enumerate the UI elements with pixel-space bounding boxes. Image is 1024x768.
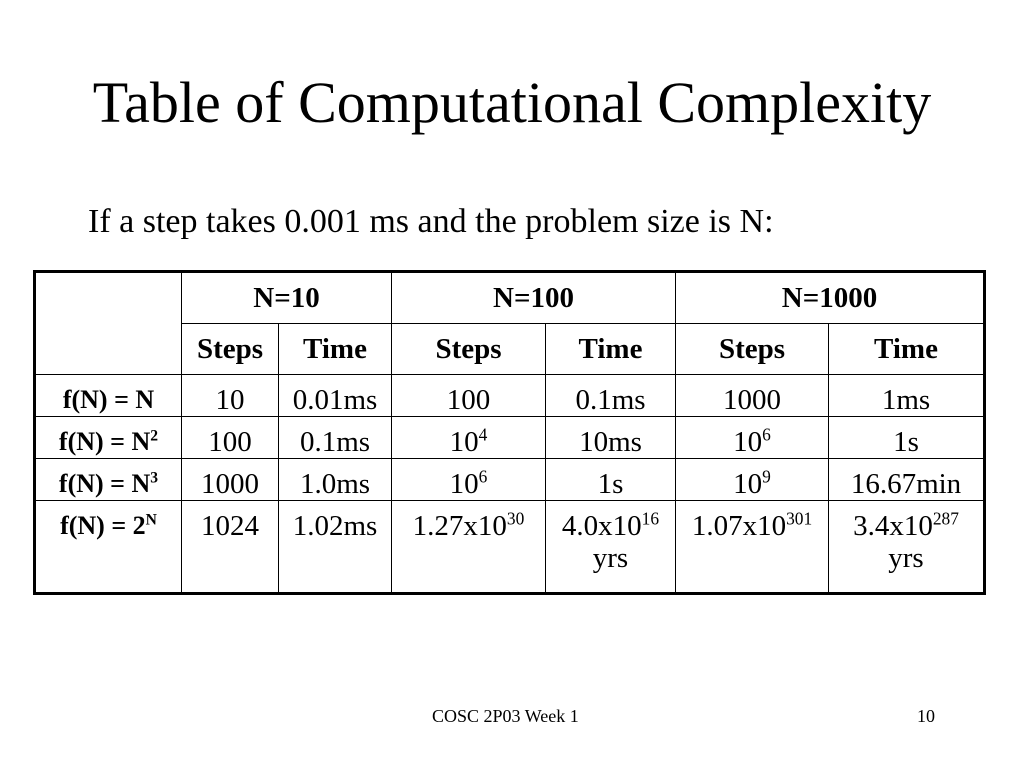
sub-header-time: Time xyxy=(546,324,676,375)
table-cell: $4.0x10^{16}$ yrs xyxy=(546,501,676,594)
table-cell: 0.01ms xyxy=(279,375,392,417)
slide-title: Table of Computational Complexity xyxy=(92,70,932,135)
sub-header-steps: Steps xyxy=(182,324,279,375)
table-cell: 1ms xyxy=(829,375,985,417)
footer-course-label: COSC 2P03 Week 1 xyxy=(432,706,579,726)
table-cell: 100 xyxy=(182,417,279,459)
table-cell: 1.0ms xyxy=(279,459,392,501)
slide-subtitle: If a step takes 0.001 ms and the problem size is N: xyxy=(88,203,774,240)
table-cell: 1024 xyxy=(182,501,279,594)
table-cell: 1.02ms xyxy=(279,501,392,594)
complexity-table xyxy=(33,270,986,595)
table-row xyxy=(35,501,985,594)
sub-header-time: Time xyxy=(829,324,985,375)
table-cell: 1000 xyxy=(676,375,829,417)
table-cell: 1s xyxy=(546,459,676,501)
table-cell: $10^9$ xyxy=(676,459,829,501)
corner-cell xyxy=(35,272,182,375)
row-label: $f(N) = 2^N$ xyxy=(35,501,182,594)
group-header-n10: N=10 xyxy=(182,272,392,324)
table-cell: 10 xyxy=(182,375,279,417)
table-cell: $10^4$ xyxy=(392,417,546,459)
table-cell: 1000 xyxy=(182,459,279,501)
table-cell: 10ms xyxy=(546,417,676,459)
table-row xyxy=(35,375,985,417)
row-label: $f(N) = N^2$ xyxy=(35,417,182,459)
sub-header-steps: Steps xyxy=(676,324,829,375)
table-row xyxy=(35,417,985,459)
sub-header-time: Time xyxy=(279,324,392,375)
table-cell: 100 xyxy=(392,375,546,417)
table-cell: 16.67min xyxy=(829,459,985,501)
sub-header-steps: Steps xyxy=(392,324,546,375)
table-cell: $10^6$ xyxy=(676,417,829,459)
table-cell: 0.1ms xyxy=(279,417,392,459)
table-cell: $1.07x10^{301}$ xyxy=(676,501,829,594)
table-cell: 0.1ms xyxy=(546,375,676,417)
group-header-n1000: N=1000 xyxy=(676,272,985,324)
table-cell: $3.4x10^{287}$ yrs xyxy=(829,501,985,594)
row-label: f(N) = N xyxy=(35,375,182,417)
group-header-n100: N=100 xyxy=(392,272,676,324)
table-cell: $10^6$ xyxy=(392,459,546,501)
row-label: $f(N) = N^3$ xyxy=(35,459,182,501)
table-row xyxy=(35,459,985,501)
table-cell: $1.27x10^{30}$ xyxy=(392,501,546,594)
table-cell: 1s xyxy=(829,417,985,459)
group-header-row xyxy=(35,272,985,324)
page-number: 10 xyxy=(917,706,935,726)
